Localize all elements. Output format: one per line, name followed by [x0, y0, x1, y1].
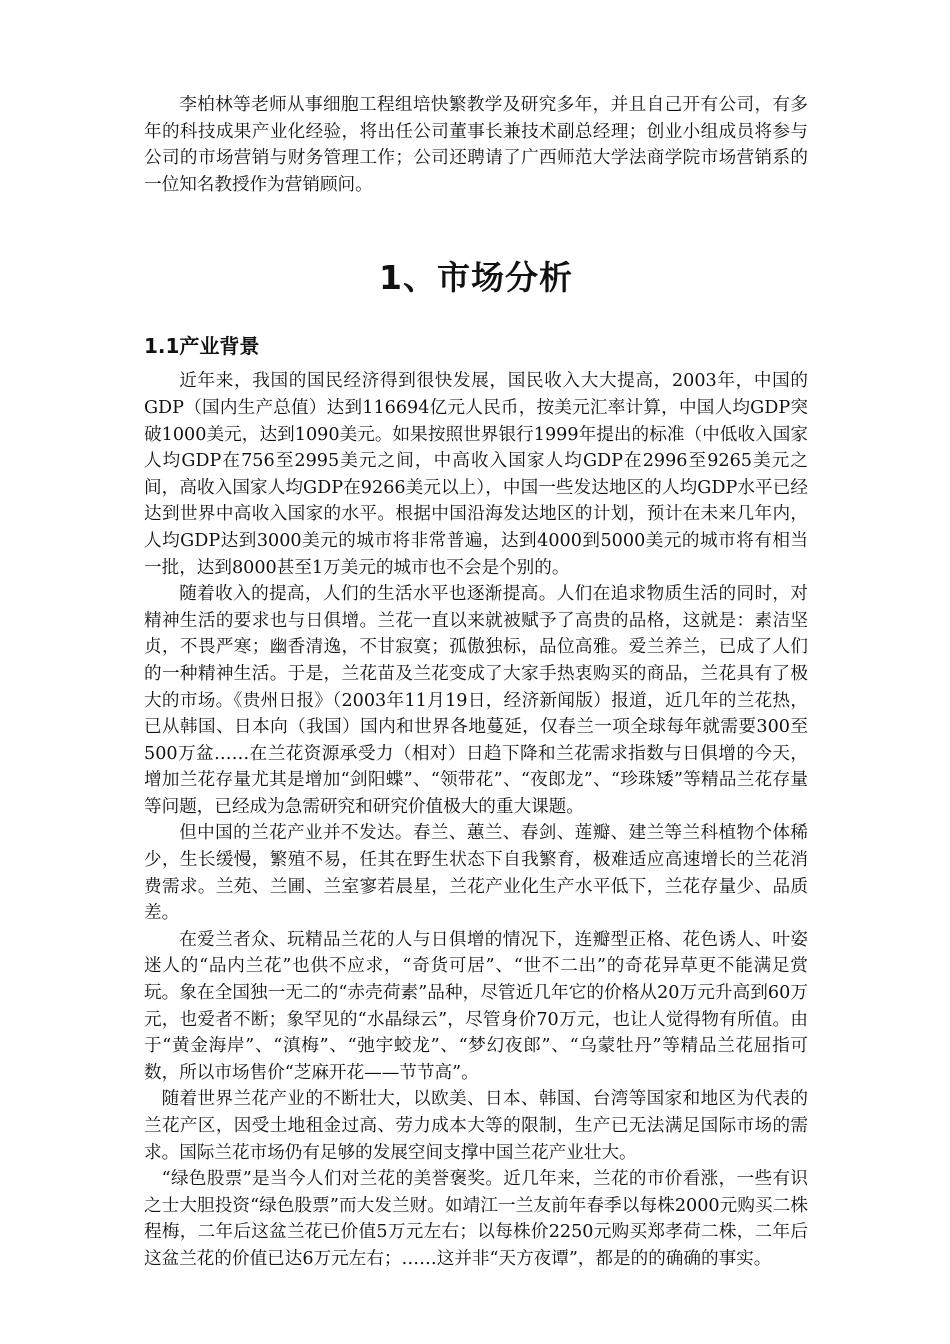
paragraph-world-industry: 随着世界兰花产业的不断壮大，以欧美、日本、韩国、台湾等国家和地区为代表的兰花产区，因受土地租金过高、劳力成本大等的限制，生产已无法满足国际市场的需求。国际兰花市场仍有足够的发展空间支撑中国兰花产业壮大。	[144, 1089, 808, 1163]
paragraph-gdp: 近年来，我国的国民经济得到很快发展，国民收入大大提高，2003年，中国的GDP（国内生产总值）达到116694亿元人民币，按美元汇率计算，中国人均GDP突破1000美元，达到1090美元。如果按照世界银行1999年提出的标准（中低收入国家人均GDP在756至2995美元之间，中高收入国家人均GDP在2996至9265美元之间，高收入国家人均GDP在9266美元以上），中国一些发达地区的人均GDP水平已经达到世界中高收入国家的水平。根据中国沿海发达地区的计划，预计在未来几年内，人均GDP达到3000美元的城市将非常普遍，达到4000到5000美元的城市将有相当一批，达到8000甚至1万美元的城市也不会是个别的。	[144, 371, 808, 578]
paragraph-premium-orchids: 在爱兰者众、玩精品兰花的人与日俱增的情况下，连瓣型正格、花色诱人、叶姿迷人的“品内兰花”也供不应求，“奇货可居”、“世不二出”的奇花异草更不能满足赏玩。象在全国独一无二的“赤壳荷素”品种，尽管近几年它的价格从20万元升高到60万元，也爱者不断；象罕见的“水晶绿云”，尽管身价70万元，也让人觉得物有所值。由于“黄金海岸”、“滇梅”、“弛宇蛟龙”、“梦幻夜郎”、“乌蒙牡丹”等精品兰花屈指可数，所以市场售价“芝麻开花——节节高”。	[144, 929, 808, 1083]
subsection-title: 1.1产业背景	[144, 334, 260, 359]
intro-paragraph: 李柏林等老师从事细胞工程组培快繁教学及研究多年，并且自己开有公司，有多年的科技成果产业化经验，将出任公司董事长兼技术副总经理；创业小组成员将参与公司的市场营销与财务管理工作；公司还聘请了广西师范大学法商学院市场营销系的一位知名教授作为营销顾问。	[144, 95, 808, 195]
paragraph-orchid-demand: 随着收入的提高，人们的生活水平也逐渐提高。人们在追求物质生活的同时，对精神生活的要求也与日俱增。兰花一直以来就被赋予了高贵的品格，这就是：素洁坚贞，不畏严寒；幽香清逸，不甘寂寞；孤傲独标，品位高雅。爱兰养兰，已成了人们的一种精神生活。于是，兰花苗及兰花变成了大家手热衷购买的商品，兰花具有了极大的市场。《贵州日报》（2003年11月19日，经济新闻版）报道，近几年的兰花热，已从韩国、日本向（我国）国内和世界各地蔓延，仅春兰一项全球每年就需要300至500万盆……在兰花资源承受力（相对）日趋下降和兰花需求指数与日俱增的今天，增加兰花存量尤其是增加“剑阳蝶”、“领带花”、“夜郎龙”、“珍珠矮”等精品兰花存量等问题，已经成为急需研究和研究价值极大的重大课题。	[144, 584, 808, 817]
page-content	[144, 92, 808, 1273]
section-title: 1、市场分析	[379, 258, 573, 298]
paragraph-green-stock: “绿色股票”是当今人们对兰花的美誉褒奖。近几年来，兰花的市价看涨，一些有识之士大胆投资“绿色股票”而大发兰财。如靖江一兰友前年春季以每株2000元购买二株程梅，二年后这盆兰花已价值5万元左右；以每株价2250元购买郑孝荷二株，二年后这盆兰花的价值已达6万元左右；……这并非“天方夜谭”，都是的的确确的事实。	[144, 1169, 808, 1269]
paragraph-industry-weakness: 但中国的兰花产业并不发达。春兰、蕙兰、春剑、莲瓣、建兰等兰科植物个体稀少，生长缓慢，繁殖不易，任其在野生状态下自我繁育，极难适应高速增长的兰花消费需求。兰苑、兰圃、兰室寥若晨星，兰花产业化生产水平低下，兰花存量少、品质差。	[144, 823, 808, 924]
